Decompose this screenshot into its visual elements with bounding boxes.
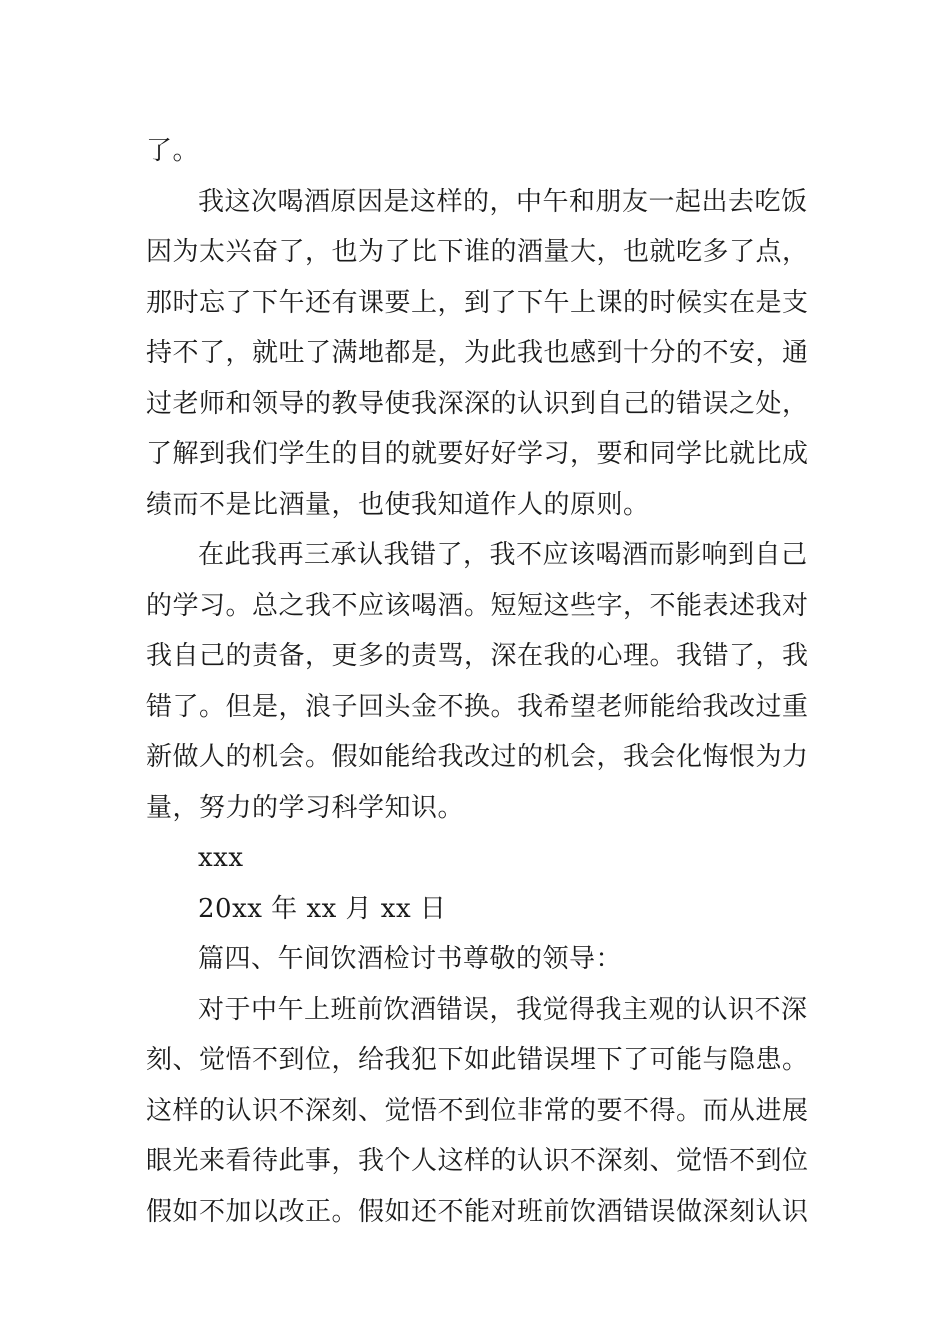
section-heading: 篇四、午间饮酒检讨书尊敬的领导： bbox=[198, 944, 623, 974]
document-body bbox=[146, 126, 811, 1237]
text-line: 对于中午上班前饮酒错误，我觉得我主观的认识不深 bbox=[198, 994, 808, 1025]
signature-name: xxx bbox=[198, 843, 244, 873]
text-line: 那时忘了下午还有课要上，到了下午上课的时候实在是支 bbox=[146, 287, 809, 318]
signature-date: 20xx 年 xx 月 xx 日 bbox=[198, 893, 447, 924]
text-line: 的学习。总之我不应该喝酒。短短这些字，不能表述我对 bbox=[146, 590, 809, 621]
text-line: 持不了，就吐了满地都是，为此我也感到十分的不安，通 bbox=[146, 338, 809, 368]
text-line: 因为太兴奋了，也为了比下谁的酒量大，也就吃多了点， bbox=[146, 237, 809, 267]
text-line: 了。 bbox=[146, 136, 200, 166]
text-line: 假如不加以改正。假如还不能对班前饮酒错误做深刻认识 bbox=[146, 1196, 809, 1227]
text-line: 在此我再三承认我错了，我不应该喝酒而影响到自己 bbox=[198, 540, 808, 570]
text-line: 刻、觉悟不到位，给我犯下如此错误埋下了可能与隐患。 bbox=[146, 1045, 809, 1075]
text-line: 我自己的责备，更多的责骂，深在我的心理。我错了，我 bbox=[146, 641, 809, 671]
text-line: 这样的认识不深刻、觉悟不到位非常的要不得。而从进展 bbox=[146, 1095, 809, 1126]
text-line: 新做人的机会。假如能给我改过的机会，我会化悔恨为力 bbox=[146, 742, 809, 772]
text-line: 眼光来看待此事，我个人这样的认识不深刻、觉悟不到位 bbox=[146, 1146, 809, 1176]
text-line: 绩而不是比酒量，也使我知道作人的原则。 bbox=[146, 489, 650, 520]
text-line: 我这次喝酒原因是这样的，中午和朋友一起出去吃饭 bbox=[198, 186, 808, 217]
text-line: 量，努力的学习科学知识。 bbox=[146, 792, 465, 823]
text-line: 错了。但是，浪子回头金不换。我希望老师能给我改过重 bbox=[146, 691, 809, 722]
text-line: 过老师和领导的教导使我深深的认识到自己的错误之处， bbox=[146, 388, 809, 419]
text-line: 了解到我们学生的目的就要好好学习，要和同学比就比成 bbox=[146, 439, 809, 469]
